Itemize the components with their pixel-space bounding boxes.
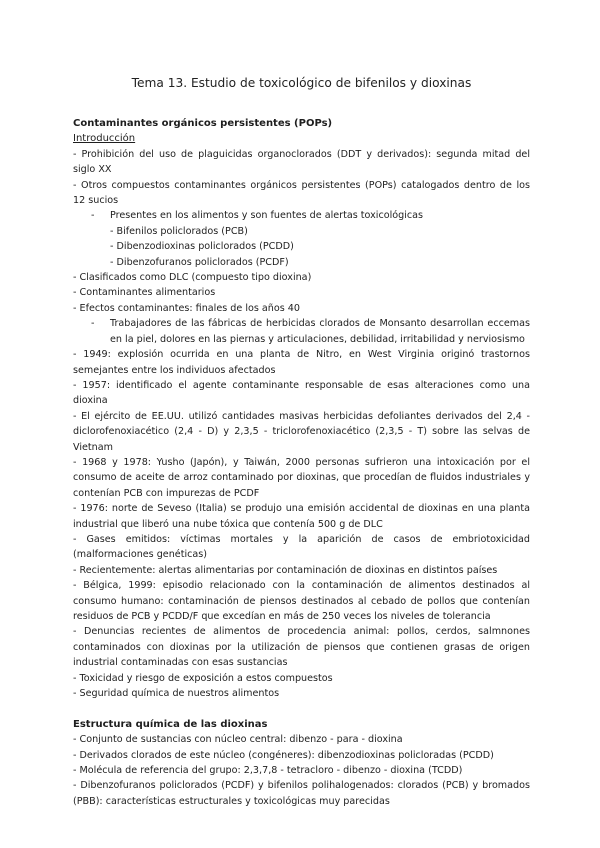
spacer [73,701,530,716]
list-dash: - [91,210,95,222]
section-heading-dioxinas: Estructura química de las dioxinas [73,718,268,730]
paragraph: - 1968 y 1978: Yusho (Japón), y Taiwán, 2000 personas sufrieron una intoxicación por el consumo de aceite de arroz contaminado por dioxinas, que procedían de fluidos industriales y contenían PCB con impurezas de PCDF [73,456,530,499]
section-heading-pops: Contaminantes orgánicos persistentes (POPs) [73,118,333,129]
paragraph: - El ejército de EE.UU. utilizó cantidades masivas herbicidas defoliantes derivados del 2,4 - diclorofenoxiacético (2,4 - D) y 2,3,5 - triclorofenoxiacético (2,3,5 - T) sobre las selvas de Vietnam [73,410,530,453]
paragraph: - Efectos contaminantes: finales de los años 40 [73,302,300,314]
subheading-introduccion: Introducción [73,133,136,145]
paragraph: - Recientemente: alertas alimentarias por contaminación de dioxinas en distintos países [73,564,498,576]
paragraph: - Bélgica, 1999: episodio relacionado con la contaminación de alimentos destinados al consumo humano: contaminación de piensos destinados al cebado de pollos que contenían residuos de PCB y PCDD/F que excedían en más de 250 veces los niveles de tolerancia [73,580,530,622]
sub-list-item: - Dibenzofuranos policlorados (PCDF) [110,256,289,268]
paragraph: - 1957: identificado el agente contaminante responsable de esas alteraciones como una dioxina [73,379,530,407]
document-page [73,76,530,809]
paragraph: - Gases emitidos: víctimas mortales y la aparición de casos de embriotoxicidad (malformaciones genéticas) [73,533,530,561]
document-title: Tema 13. Estudio de toxicológico de bifenilos y dioxinas [131,76,472,90]
sub-list-item: - Bifenilos policlorados (PCB) [110,225,248,237]
paragraph: - Dibenzofuranos policlorados (PCDF) y bifenilos polihalogenados: clorados (PCB) y bromados (PBB): características estructurales y toxicológicas muy parecidas [73,780,530,807]
paragraph: - Seguridad química de nuestros alimentos [73,688,280,700]
paragraph: - 1949: explosión ocurrida en una planta de Nitro, en West Virginia originó trastornos semejantes entre los individuos afectados [73,349,530,376]
list-dash: - [91,318,95,330]
sub-list-item: - Dibenzodioxinas policlorados (PCDD) [110,241,294,253]
paragraph: - Denuncias recientes de alimentos de procedencia animal: pollos, cerdos, salmnones contaminados con dioxinas por la utilización de piensos que contienen grasas de origen industrial contaminadas con esas sustancias [73,626,530,669]
list-item [73,316,530,347]
paragraph: - Contaminantes alimentarios [73,287,216,299]
paragraph: - Toxicidad y riesgo de exposición a estos compuestos [73,672,333,684]
paragraph: - Molécula de referencia del grupo: 2,3,7,8 - tetracloro - dibenzo - dioxina (TCDD) [73,765,463,777]
paragraph: - Clasificados como DLC (compuesto tipo dioxina) [73,272,312,284]
list-item-text: Trabajadores de las fábricas de herbicidas clorados de Monsanto desarrollan eccemas en la piel, dolores en las piernas y articulaciones, debilidad, irritabilidad y nerviosismo [110,318,530,345]
list-item-text: Presentes en los alimentos y son fuentes de alertas toxicológicas [110,210,424,222]
paragraph: - 1976: norte de Seveso (Italia) se produjo una emisión accidental de dioxinas en una planta industrial que liberó una nube tóxica que contenía 500 g de DLC [73,503,530,530]
list-item [73,208,530,223]
paragraph: - Otros compuestos contaminantes orgánicos persistentes (POPs) catalogados dentro de los 12 sucios [73,179,530,207]
paragraph: - Derivados clorados de este núcleo (congéneres): dibenzodioxinas policloradas (PCDD) [73,749,494,761]
paragraph: - Prohibición del uso de plaguicidas organoclorados (DDT y derivados): segunda mitad del siglo XX [73,148,530,176]
paragraph: - Conjunto de sustancias con núcleo central: dibenzo - para - dioxina [73,734,403,746]
